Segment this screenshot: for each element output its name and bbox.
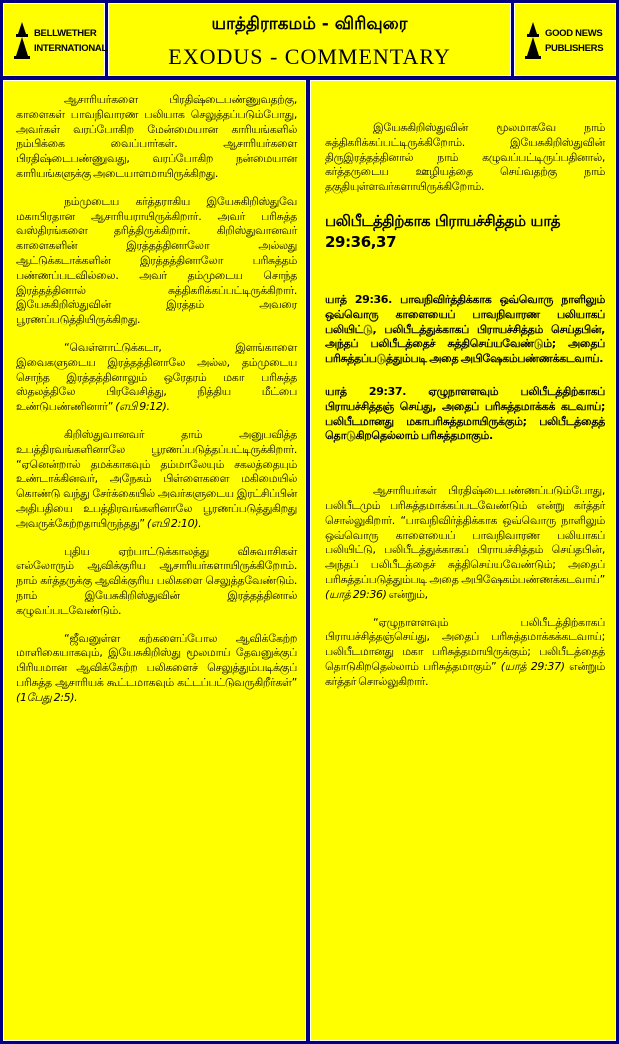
- verse-29-36: யாத் 29:36. பாவநிவிர்த்திக்காக ஒவ்வொரு நாளிலும் ஒவ்வொரு காளையைப் பாவநிவாரண பலியாகப் பலியிட்டு, பலிபீடத்துக்காகப் பிராயச்சித்தம் செய்தபின், அந்தப் பலிபீடத்தைச் சுத்திசெய்யவேண்டும்; அதைப் பரிசுத்தப்படுத்தும்படி அதை அபிஷேகம்பண்ணக்கடவாய்.: [325, 292, 605, 366]
- scripture-reference: (1பேது 2:5).: [16, 690, 78, 704]
- bellwether-logo-icon: [12, 20, 32, 60]
- header-left-logo-panel: [3, 3, 105, 76]
- quote-text: “ஏழுநாளளவும் பலிபீடத்திற்காகப் பிராயச்சித்தஞ்செய்து, அதைப் பரிசுத்தமாக்கக்கடவாய்; பலிபீடமானது மகா பரிசுத்தமாயிருக்கும்; பலிபீடத்தைத் தொடுகிறதெல்லாம் பரிசுத்தமாகும்”: [325, 615, 605, 673]
- scripture-reference: (யாத் 29:36): [325, 587, 387, 601]
- left-column: [3, 80, 306, 1041]
- right-paragraph-3: [325, 616, 605, 690]
- right-logo-text: GOOD NEWS PUBLISHERS: [545, 28, 604, 54]
- quote-text: “ஜீவனுள்ள கற்களைப்போல ஆவிக்கேற்ற மாளிகையாகவும், இயேசுகிறிஸ்து மூலமாய் தேவனுக்குப் பிரியமான ஆவிக்கேற்ற பலிகளைச் செலுத்தும்படிக்குப் பரிசுத்த ஆசாரியக் கூட்டமாகவும் கட்டப்பட்டுவருகிறீர்கள்”: [16, 631, 297, 689]
- good-news-logo: [521, 20, 611, 62]
- right-paragraph-2: [325, 484, 605, 602]
- header-right-logo-panel: [514, 3, 616, 76]
- header-title-panel: [108, 3, 511, 76]
- section-heading: பலிபீடத்திற்காக பிராயச்சித்தம் யாத் 29:36,37: [325, 211, 561, 251]
- left-paragraph-4: [16, 428, 297, 532]
- page-title-tamil: யாத்திராகமம் - விரிவுரை: [211, 14, 408, 34]
- scripture-reference: (எபி 2:10).: [146, 516, 202, 530]
- scripture-reference: (எபி 9:12).: [115, 400, 170, 414]
- verse-29-37: யாத் 29:37. ஏழுநாளளவும் பலிபீடத்திற்காகப் பிராயச்சித்தஞ் செய்து, அதைப் பரிசுத்தமாக்கக் கடவாய்; பலிபீடமானது மகாபரிசுத்தமாயிருக்கும்; பலிபீடத்தைத் தொடுகிறதெல்லாம் பரிசுத்தமாகும்.: [325, 384, 605, 443]
- left-paragraph-1: ஆசாரியர்களை பிரதிஷ்டைபண்ணுவதற்கு, காளைகள் பாவநிவாரண பலியாக செலுத்தப்படும்போது, அவர்கள் வரப்போகிற மேன்மையான காரியங்களில் நம்பிக்கை வைப்பார்கள். ஆசாரியர்களை பிரதிஷ்டைபண்ணுவது, வரப்போகிற நன்மையான காரியங்களுக்கு அடையாளமாயிருக்கிறது.: [16, 93, 297, 180]
- page-title-english: EXODUS - COMMENTARY: [168, 44, 451, 69]
- quote-text: “வெள்ளாட்டுக்கடா, இளங்காளை இவைகளுடைய இரத்தத்தினாலே அல்ல, தம்முடைய சொந்த இரத்தத்தினாலும் ஒரேதரம் மகா பரிசுத்த ஸ்தலத்திலே பிரவேசித்து, நித்திய மீட்பை உண்டுபண்ணினார்”: [16, 340, 297, 414]
- paragraph-text: ஆசாரியர்கள் பிரதிஷ்டைபண்ணப்படும்போது, பலிபீடமும் பரிசுத்தமாக்கப்படவேண்டும் என்று கர்த்தர் சொல்லுகிறார். “பாவநிவிர்த்திக்காக ஒவ்வொரு நாளிலும் ஒவ்வொரு காளையைப் பாவநிவாரண பலியாகப் பலியிட்டு, பலிபீடத்துக்காகப் பிராயச்சித்தம் செய்தபின், அந்தப் பலிபீடத்தைச் சுத்திசெய்யவேண்டும்; அதைப் பரிசுத்தப்படுத்தும்படி அதை அபிஷேகம்பண்ணக்கடவாய்”: [325, 484, 605, 586]
- left-logo-text: BELLWETHER INTERNATIONAL: [34, 28, 107, 54]
- good-news-logo-icon: [523, 20, 543, 60]
- paragraph-tail: என்றும்,: [388, 587, 428, 601]
- paragraph-text: கிறிஸ்துவானவர் தாம் அனுபவித்த உபத்திரவங்களினாலே பூரணப்படுத்தப்பட்டிருக்கிறார். “ஏனென்றால் தமக்காகவும் தம்மாலேயும் சகலத்தையும் உண்டாக்கினவர், அநேகம் பிள்ளைகளை மகிமையில் கொண்டு வந்து சேர்க்கையில் அவர்களுடைய இரட்சிப்பின் அதிபதியை உபத்திரவங்களினாலே பூரணப்படுத்துகிறது அவருக்கேற்றதாயிருந்தது”: [16, 427, 297, 530]
- left-paragraph-5: புதிய ஏற்பாட்டுக்காலத்து விசுவாசிகள் எல்லோரும் ஆவிக்குரிய ஆசாரியர்களாயிருக்கிறோம். நாம் கர்த்தருக்கு ஆவிக்குரிய பலிகளை செலுத்தவேண்டும். நாம் இயேசுகிறிஸ்துவின் இரத்தத்தினால் கழுவப்படவேண்டும்.: [16, 544, 297, 617]
- right-column: [310, 80, 616, 1041]
- paragraph-tail: என்றும் கர்த்தர் சொல்லுகிறார்.: [325, 659, 606, 688]
- bellwether-logo: [10, 20, 107, 62]
- left-paragraph-3: [16, 341, 297, 415]
- left-paragraph-6: [16, 632, 297, 706]
- right-paragraph-1: இயேசுகிறிஸ்துவின் மூலமாகவே நாம் சுத்திகரிக்கப்பட்டிருக்கிறோம். இயேசுகிறிஸ்துவின் திருஇரத்தத்தினால் நாம் கழுவப்பட்டிருப்பதினால், கர்த்தருடைய ஊழியத்தை செய்வதற்கு நாம் தகுதியுள்ளவர்களாயிருக்கிறோம்.: [325, 121, 605, 194]
- scripture-reference: (யாத் 29:37): [500, 659, 565, 673]
- left-paragraph-2: நம்முடைய கர்த்தராகிய இயேசுகிறிஸ்துவே மகாபிரதான ஆசாரியராயிருக்கிறார். அவர் பரிசுத்த வஸ்திரங்களை தரித்திருக்கிறார். கிறிஸ்துவானவர் காளைகளின் இரத்தத்தினாலோ அல்லது ஆட்டுக்கடாக்களின் இரத்தத்தினாலோ பரிசுத்தம் பண்ணப்படவில்லை. அவர் தம்முடைய சொந்த இரத்தத்தினால் சுத்திகரிக்கப்பட்டிருக்கிறார். இயேசுகிறிஸ்துவின் இரத்தம் அவரை பூரணப்படுத்தியிருக்கிறது.: [16, 194, 297, 327]
